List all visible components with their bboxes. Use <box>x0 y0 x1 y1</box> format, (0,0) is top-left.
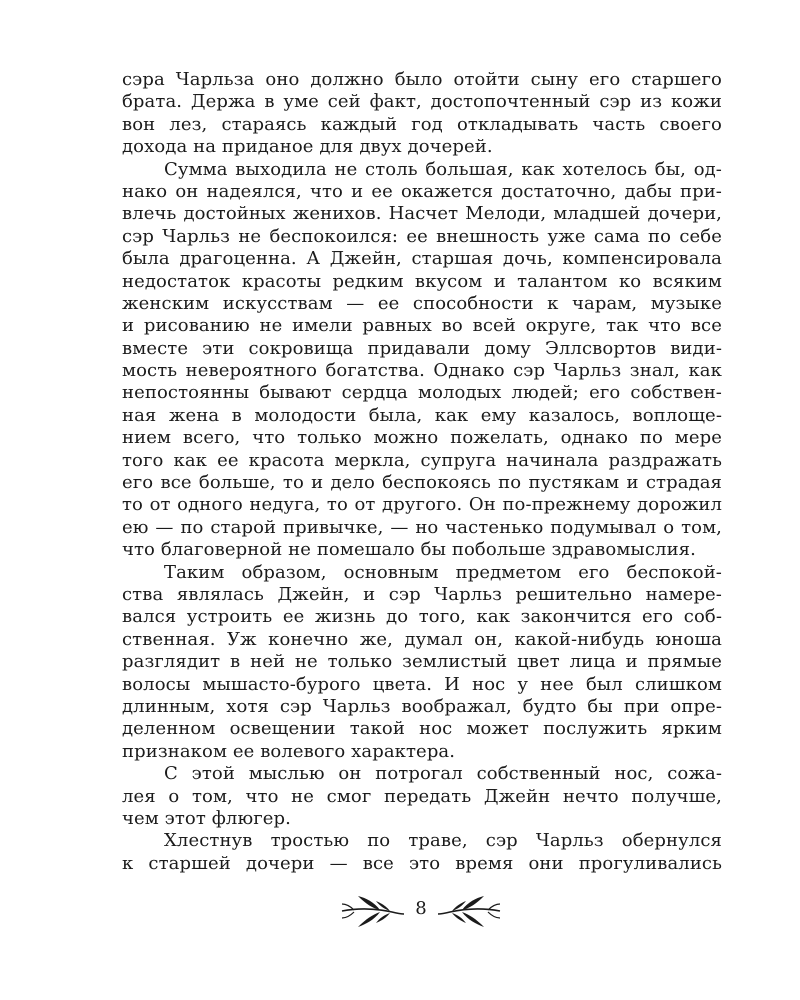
page-number: 8 <box>415 898 427 919</box>
body-text <box>122 69 722 875</box>
text-line: деленном освещении такой нос может послужить ярким <box>122 718 722 740</box>
leaf-ornament-left-icon <box>340 890 406 934</box>
text-line: ственная. Уж конечно же, думал он, какой-нибудь юноша <box>122 628 722 650</box>
text-line: брата. Держа в уме сей факт, достопочтенный сэр из кожи <box>122 91 722 113</box>
text-line: вался устроить ее жизнь до того, как закончится его соб- <box>122 606 722 628</box>
text-line: то от одного недуга, то от другого. Он по-прежнему дорожил <box>122 494 722 516</box>
text-line: вместе эти сокровища придавали дому Эллсвортов види- <box>122 337 722 359</box>
text-line: С этой мыслью он потрогал собственный нос, сожа- <box>164 763 722 785</box>
text-line: чем этот флюгер. <box>122 807 291 829</box>
text-line: ная жена в молодости была, как ему казалось, воплоще- <box>122 404 722 426</box>
text-line: нако он надеялся, что и ее окажется достаточно, дабы при- <box>122 180 722 202</box>
text-line: разглядит в ней не только землистый цвет лица и прямые <box>122 651 722 673</box>
text-line: недостаток красоты редким вкусом и талантом ко всяким <box>122 270 722 292</box>
text-line: ею — по старой привычке, — но частенько подумывал о том, <box>122 516 722 538</box>
text-line: непостоянны бывают сердца молодых людей; его собствен- <box>122 382 722 404</box>
text-line: его все больше, то и дело беспокоясь по пустякам и страдая <box>122 472 722 494</box>
text-line: Сумма выходила не столь большая, как хотелось бы, од- <box>164 158 722 180</box>
text-line: нием всего, что только можно пожелать, однако по мере <box>122 427 722 449</box>
text-line: лея о том, что не смог передать Джейн нечто получше, <box>122 785 722 807</box>
page-footer <box>340 890 500 934</box>
text-line: длинным, хотя сэр Чарльз воображал, будто бы при опре- <box>122 695 722 717</box>
text-line: вон лез, стараясь каждый год откладывать часть своего <box>122 113 722 135</box>
text-line: сэр Чарльз не беспокоился: ее внешность уже сама по себе <box>122 225 722 247</box>
text-line: дохода на приданое для двух дочерей. <box>122 136 493 158</box>
text-line: ства являлась Джейн, и сэр Чарльз решительно намере- <box>122 583 722 605</box>
text-line: была драгоценна. А Джейн, старшая дочь, компенсировала <box>122 248 722 270</box>
text-line: влечь достойных женихов. Насчет Мелоди, младшей дочери, <box>122 203 722 225</box>
text-line: Хлестнув тростью по траве, сэр Чарльз обернулся <box>164 830 722 852</box>
text-line: волосы мышасто-бурого цвета. И нос у нее был слишком <box>122 673 722 695</box>
text-line: признаком ее волевого характера. <box>122 740 456 762</box>
text-line: того как ее красота меркла, супруга начинала раздражать <box>122 449 722 471</box>
text-line: женским искусствам — ее способности к чарам, музыке <box>122 292 722 314</box>
text-line: к старшей дочери — все это время они прогуливались <box>122 852 722 874</box>
text-line: Таким образом, основным предметом его беспокой- <box>164 561 722 583</box>
text-line: мость невероятного богатства. Однако сэр Чарльз знал, как <box>122 360 722 382</box>
text-line: и рисованию не имели равных во всей округе, так что все <box>122 315 722 337</box>
text-line: что благоверной не помешало бы побольше здравомыслия. <box>122 539 696 561</box>
leaf-ornament-right-icon <box>436 890 502 934</box>
text-line: сэра Чарльза оно должно было отойти сыну его старшего <box>122 69 722 90</box>
